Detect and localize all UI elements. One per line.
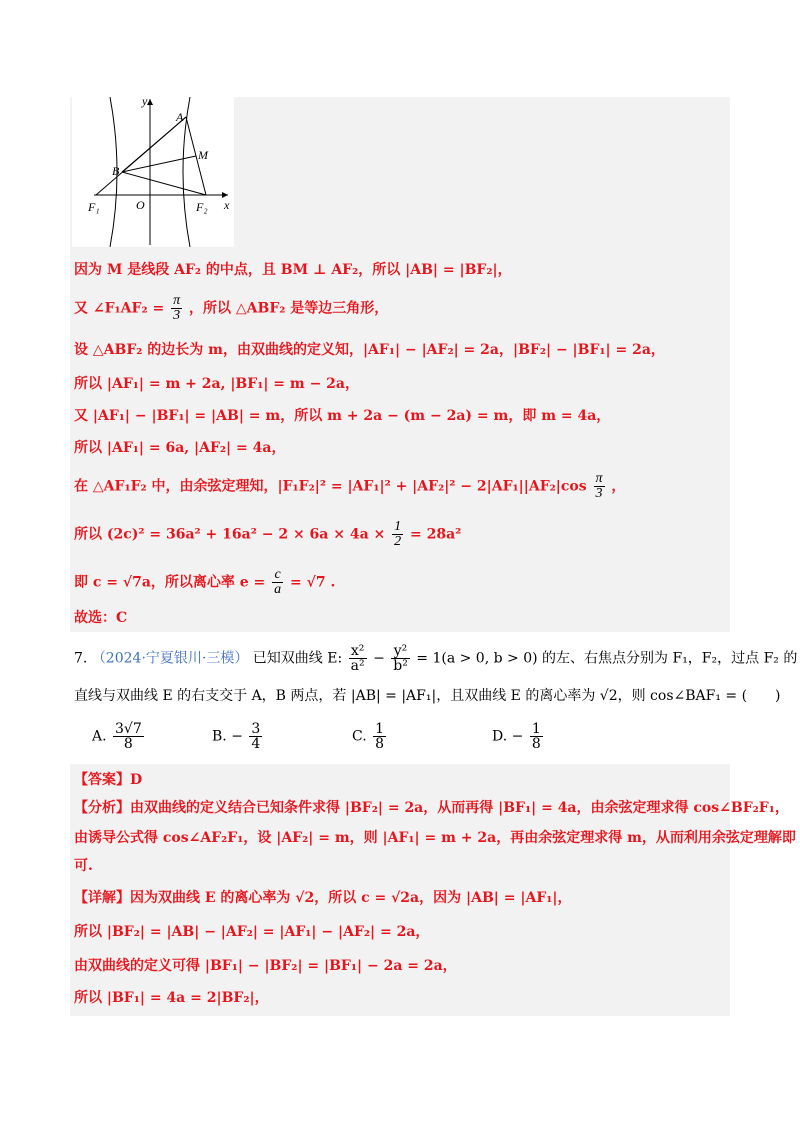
solution-line-2-a: 又 ∠F₁AF₂ =	[74, 300, 165, 317]
solution-line-8-b: = 28a²	[410, 526, 462, 543]
option-a-fraction: $\frac{3√7}{8}$	[115, 721, 142, 752]
line-B-A	[122, 117, 186, 172]
solution-line-8-a: 所以 (2c)² = 36a² + 16a² − 2 × 6a × 4a ×	[74, 526, 386, 543]
analysis-line-3: 可.	[74, 858, 93, 874]
solution-line-10: 故选：C	[74, 610, 128, 626]
fraction-pi-over-3-b: $\frac{\pi}{3}$	[595, 471, 603, 501]
fraction-x2-over-a2: $\frac{\text{x²}}{\text{a²}}$	[350, 643, 365, 674]
solution-line-9	[74, 568, 335, 597]
fraction-one-half: $\frac{1}{2}$	[394, 519, 402, 549]
hyperbola-diagram	[72, 97, 234, 247]
question-text-1a: 已知双曲线 E:	[252, 650, 343, 667]
solution-line-2-b: ，所以 △ABF₂ 是等边三角形，	[188, 300, 389, 317]
option-a[interactable]: A. $\frac{3√7}{8}$	[92, 721, 142, 752]
line-B-F2	[122, 172, 206, 195]
label-y: y	[142, 97, 148, 108]
label-F1: F₁	[88, 200, 100, 214]
option-c[interactable]: C. $\frac{1}{8}$	[352, 721, 385, 752]
hyperbola-figure	[72, 97, 234, 247]
question-source: （2024·宁夏银川·三模）	[91, 650, 249, 667]
question-text-1b: = 1(a > 0, b > 0) 的左、右焦点分别为 F₁，F₂，过点 F₂ 的	[416, 650, 798, 667]
solution-line-6: 所以 |AF₁| = 6a, |AF₂| = 4a，	[74, 440, 286, 456]
option-b-fraction: $\frac{3}{4}$	[251, 721, 261, 752]
solution-line-8	[74, 520, 461, 549]
analysis-line-2: 由诱导公式得 cos∠AF₂F₁，设 |AF₂| = m，则 |AF₁| = m + 2a，再由余弦定理求得 m，从而利用余弦定理解即	[74, 830, 796, 846]
option-c-fraction: $\frac{1}{8}$	[375, 721, 385, 752]
answer-line: 【答案】D	[74, 772, 143, 788]
label-x: x	[224, 198, 230, 212]
solution-line-9-a: 即 c = √7a，所以离心率 e =	[74, 574, 266, 591]
solution-line-4: 所以 |AF₁| = m + 2a, |BF₁| = m − 2a，	[74, 376, 359, 392]
solution-line-7-b: ，	[611, 478, 626, 495]
minus-sign: −	[373, 650, 385, 667]
option-b[interactable]: B. − $\frac{3}{4}$	[212, 721, 261, 752]
option-d[interactable]: D. − $\frac{1}{8}$	[492, 721, 541, 752]
solution-line-7-a: 在 △AF₁F₂ 中，由余弦定理知，|F₁F₂|² = |AF₁|² + |AF₂|² − 2|AF₁||AF₂|cos	[74, 478, 587, 495]
detail-line-2: 所以 |BF₂| = |AB| − |AF₂| = |AF₁| − |AF₂| = 2a，	[74, 924, 430, 940]
label-O: O	[136, 198, 145, 212]
fraction-c-over-a: $\frac{c}{a}$	[274, 567, 282, 597]
label-M: M	[198, 148, 208, 162]
solution-line-2	[74, 294, 388, 323]
solution-line-5: 又 |AF₁| − |BF₁| = |AB| = m，所以 m + 2a − (m − 2a) = m，即 m = 4a，	[74, 408, 611, 424]
question-7-line-2: 直线与双曲线 E 的右支交于 A，B 两点，若 |AB| = |AF₁|，且双曲线 E 的离心率为 √2，则 cos∠BAF₁ = ( )	[74, 688, 781, 704]
question-number: 7.	[74, 650, 88, 667]
detail-line-4: 所以 |BF₁| = 4a = 2|BF₂|，	[74, 990, 269, 1006]
option-d-fraction: $\frac{1}{8}$	[531, 721, 541, 752]
detail-line-1: 【详解】因为双曲线 E 的离心率为 √2，所以 c = √2a，因为 |AB| = |AF₁|，	[74, 890, 572, 906]
fraction-pi-over-3: $\frac{\pi}{3}$	[173, 293, 181, 323]
label-A: A	[176, 110, 184, 124]
y-axis-arrow	[147, 99, 153, 105]
question-7-line-1	[74, 644, 797, 673]
fraction-y2-over-b2: $\frac{\text{y²}}{\text{b²}}$	[393, 643, 408, 674]
solution-line-3: 设 △ABF₂ 的边长为 m，由双曲线的定义知，|AF₁| − |AF₂| = 2a，|BF₂| − |BF₁| = 2a，	[74, 342, 665, 358]
label-F2: F₂	[196, 200, 208, 214]
solution-line-1: 因为 M 是线段 AF₂ 的中点，且 BM ⊥ AF₂，所以 |AB| = |BF₂|，	[74, 262, 512, 278]
solution-line-7	[74, 472, 625, 501]
line-B-M	[122, 156, 196, 172]
analysis-line-1: 【分析】由双曲线的定义结合已知条件求得 |BF₂| = 2a，从而再得 |BF₁| = 4a，由余弦定理求得 cos∠BF₂F₁，	[74, 800, 789, 816]
detail-line-3: 由双曲线的定义可得 |BF₁| − |BF₂| = |BF₁| − 2a = 2a，	[74, 958, 457, 974]
solution-line-9-b: = √7 .	[290, 574, 336, 591]
label-B: B	[112, 164, 120, 178]
